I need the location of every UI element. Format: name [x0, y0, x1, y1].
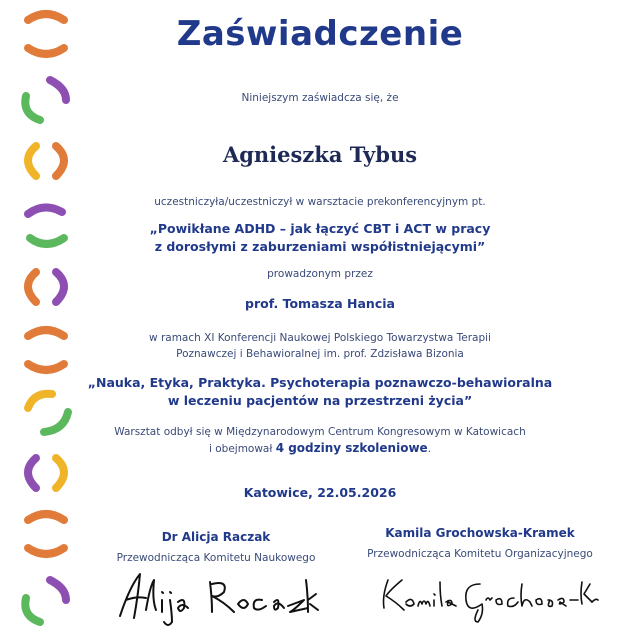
- signature-left-image: [112, 566, 322, 626]
- participation-text: uczestniczyła/uczestniczył w warsztacie prekonferencyjnym pt.: [154, 196, 486, 208]
- signatory-left-role: Przewodnicząca Komitetu Naukowego: [116, 552, 316, 564]
- signatory-right-name: Kamila Grochowska-Kramek: [385, 526, 575, 540]
- participant-name: Agnieszka Tybus: [222, 142, 418, 167]
- orange-arc: [28, 514, 64, 520]
- conference-title-line2: w leczeniu pacjentów na przestrzeni życia”: [167, 393, 473, 408]
- conference-title-line1: „Nauka, Etyka, Praktyka. Psychoterapia poznawczo-behawioralna: [87, 375, 553, 390]
- signature-right-image: [374, 570, 604, 626]
- purple-arc: [50, 580, 66, 600]
- instructor-name: prof. Tomasza Hancia: [245, 296, 395, 311]
- orange-arc: [28, 548, 64, 554]
- certificate-title: Zaświadczenie: [176, 14, 464, 54]
- workshop-title-line2: z dorosłymi z zaburzeniami współistniejącymi”: [154, 239, 486, 254]
- place-date: Katowice, 22.05.2026: [243, 485, 397, 500]
- venue-info: [0, 424, 640, 457]
- intro-text: Niniejszym zaświadcza się, że: [241, 92, 399, 104]
- conference-line2: Poznawczej i Behawioralnej im. prof. Zdzisława Bizonia: [176, 348, 464, 360]
- venue-line2: [0, 440, 640, 457]
- workshop-title-line1: „Powikłane ADHD – jak łączyć CBT i ACT w pracy: [149, 221, 491, 236]
- green-arc: [25, 598, 40, 622]
- conference-title: [0, 374, 640, 410]
- led-by-text: prowadzonym przez: [267, 268, 373, 280]
- venue-hours: 4 godziny szkoleniowe: [275, 441, 428, 455]
- venue-line1: Warsztat odbył się w Międzynarodowym Centrum Kongresowym w Katowicach: [114, 426, 526, 438]
- venue-line2-suffix: .: [427, 443, 432, 455]
- conference-info: [0, 330, 640, 362]
- signatory-right: [360, 526, 600, 560]
- signatory-right-role: Przewodnicząca Komitetu Organizacyjnego: [367, 548, 593, 560]
- orange-arc: [28, 364, 64, 370]
- workshop-title: [0, 220, 640, 256]
- signatory-left-name: Dr Alicja Raczak: [161, 530, 271, 544]
- signatory-left: [106, 530, 326, 564]
- venue-line2-prefix: i obejmował: [208, 443, 276, 455]
- conference-line1: w ramach XI Konferencji Naukowej Polskiego Towarzystwa Terapii: [149, 332, 491, 344]
